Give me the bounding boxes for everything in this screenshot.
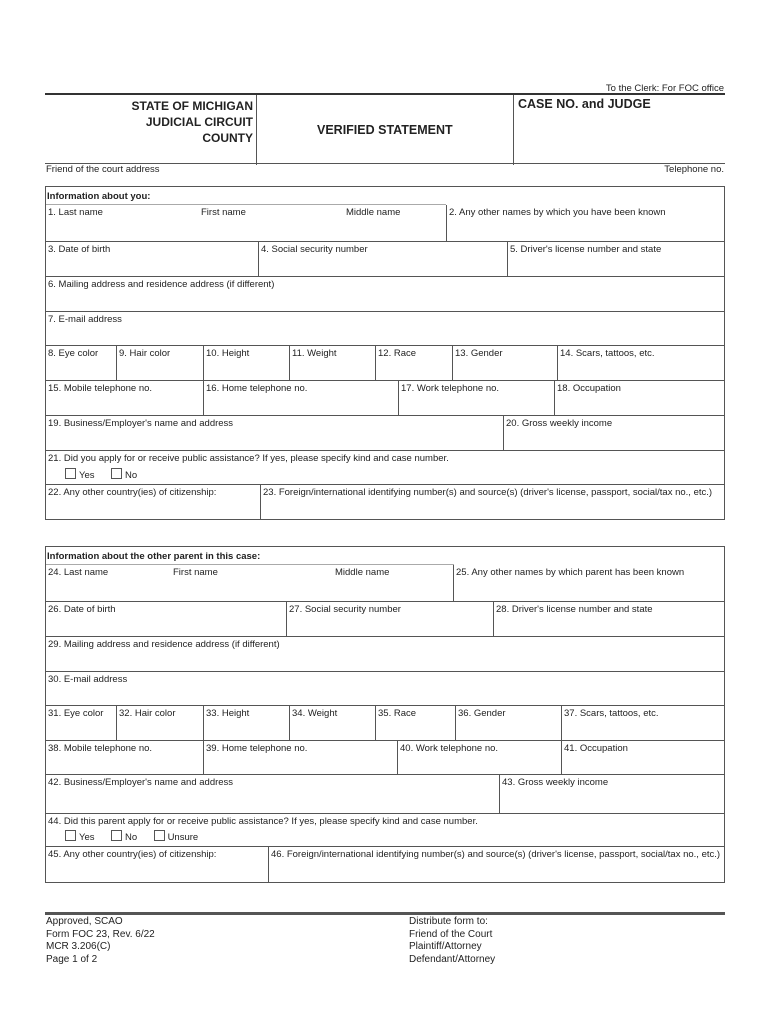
you-other-names-field[interactable]: 2. Any other names by which you have been known: [447, 205, 725, 242]
you-first-name-label: First name: [201, 207, 246, 218]
caption-box: [45, 93, 725, 164]
other-home-phone-field[interactable]: 39. Home telephone no.: [204, 741, 398, 775]
you-occupation-field[interactable]: 18. Occupation: [555, 381, 725, 416]
you-license-field[interactable]: 5. Driver's license number and state: [508, 242, 725, 277]
other-eye-color-field[interactable]: 31. Eye color: [46, 706, 117, 741]
you-assistance-options: Yes No: [65, 465, 149, 483]
you-assistance-no-checkbox[interactable]: [111, 468, 122, 479]
clerk-note: To the Clerk: For FOC office: [605, 83, 724, 94]
foc-telephone-field[interactable]: Telephone no.: [664, 164, 724, 175]
section-you: [45, 186, 725, 520]
distribute-plaintiff: Plaintiff/Attorney: [409, 941, 482, 952]
you-assistance-field[interactable]: 21. Did you apply for or receive public assistance? If yes, please specify kind and case number. Yes No: [46, 451, 725, 485]
other-mobile-phone-field[interactable]: 38. Mobile telephone no.: [46, 741, 204, 775]
other-employer-field[interactable]: 42. Business/Employer's name and address: [46, 775, 500, 814]
form-title: VERIFIED STATEMENT: [317, 123, 453, 137]
other-gender-field[interactable]: 36. Gender: [456, 706, 562, 741]
you-home-phone-field[interactable]: 16. Home telephone no.: [204, 381, 399, 416]
approved-label: Approved, SCAO: [46, 916, 123, 927]
you-assistance-yes-checkbox[interactable]: [65, 468, 76, 479]
you-employer-field[interactable]: 19. Business/Employer's name and address: [46, 416, 504, 451]
you-race-field[interactable]: 12. Race: [376, 346, 453, 381]
distribute-defendant: Defendant/Attorney: [409, 953, 496, 965]
you-income-field[interactable]: 20. Gross weekly income: [504, 416, 725, 451]
caption-divider-right: [513, 95, 514, 165]
other-dob-field[interactable]: 26. Date of birth: [46, 602, 287, 637]
other-work-phone-field[interactable]: 40. Work telephone no.: [398, 741, 562, 775]
other-assistance-yes-checkbox[interactable]: [65, 830, 76, 841]
you-mailing-address-field[interactable]: 6. Mailing address and residence address (if different): [46, 277, 725, 312]
court-caption: [131, 98, 253, 146]
you-height-field[interactable]: 10. Height: [204, 346, 290, 381]
distribute-foc: Friend of the Court: [409, 928, 493, 940]
you-ssn-field[interactable]: 4. Social security number: [259, 242, 508, 277]
you-eye-color-field[interactable]: 8. Eye color: [46, 346, 117, 381]
you-weight-field[interactable]: 11. Weight: [290, 346, 376, 381]
you-gender-field[interactable]: 13. Gender: [453, 346, 558, 381]
other-income-field[interactable]: 43. Gross weekly income: [500, 775, 725, 814]
you-middle-name-label: Middle name: [346, 207, 401, 218]
other-assistance-field[interactable]: 44. Did this parent apply for or receive public assistance? If yes, please specify kind and case number. Yes No Unsure: [46, 814, 725, 847]
you-last-name-label: 1. Last name: [48, 207, 103, 218]
other-occupation-field[interactable]: 41. Occupation: [562, 741, 725, 775]
you-foreign-id-field[interactable]: 23. Foreign/international identifying number(s) and source(s) (driver's license, passport, social/tax no., etc.): [263, 487, 713, 498]
state-name: STATE OF MICHIGAN: [131, 99, 253, 113]
you-hair-color-field[interactable]: 9. Hair color: [117, 346, 204, 381]
other-race-field[interactable]: 35. Race: [376, 706, 456, 741]
form-info: [46, 916, 155, 966]
other-assistance-unsure-checkbox[interactable]: [154, 830, 165, 841]
you-work-phone-field[interactable]: 17. Work telephone no.: [399, 381, 555, 416]
section-other-heading: Information about the other parent in this case:: [47, 551, 261, 562]
you-scars-field[interactable]: 14. Scars, tattoos, etc.: [558, 346, 725, 381]
other-ssn-field[interactable]: 27. Social security number: [287, 602, 494, 637]
other-scars-field[interactable]: 37. Scars, tattoos, etc.: [562, 706, 725, 741]
other-name-field[interactable]: 24. Last name First name Middle name: [46, 565, 454, 602]
form-number: Form FOC 23, Rev. 6/22: [46, 928, 155, 940]
other-foreign-id-field[interactable]: 46. Foreign/international identifying number(s) and source(s) (driver's license, passport, social/tax no., etc.): [271, 849, 721, 860]
distribute-label: Distribute form to:: [409, 916, 488, 927]
mcr-reference: MCR 3.206(C): [46, 941, 111, 952]
other-weight-field[interactable]: 34. Weight: [290, 706, 376, 741]
other-mailing-address-field[interactable]: 29. Mailing address and residence address (if different): [46, 637, 725, 672]
other-assistance-options: Yes No Unsure: [65, 827, 210, 845]
you-citizenship-field[interactable]: 22. Any other country(ies) of citizenship:: [46, 485, 261, 519]
foc-address-field[interactable]: Friend of the court address: [46, 164, 160, 175]
section-you-heading: Information about you:: [47, 191, 151, 202]
distribution-list: [409, 916, 495, 966]
footer-rule: [45, 912, 725, 915]
you-name-field[interactable]: [46, 205, 447, 242]
you-dob-field[interactable]: 3. Date of birth: [46, 242, 259, 277]
other-email-field[interactable]: 30. E-mail address: [46, 672, 725, 706]
caption-divider-left: [256, 95, 257, 165]
county-label[interactable]: COUNTY: [202, 131, 253, 145]
other-other-names-field[interactable]: 25. Any other names by which parent has been known: [454, 565, 725, 602]
circuit-label[interactable]: JUDICIAL CIRCUIT: [145, 115, 253, 129]
you-email-field[interactable]: 7. E-mail address: [46, 312, 725, 346]
other-license-field[interactable]: 28. Driver's license number and state: [494, 602, 725, 637]
other-hair-color-field[interactable]: 32. Hair color: [117, 706, 204, 741]
you-mobile-phone-field[interactable]: 15. Mobile telephone no.: [46, 381, 204, 416]
page-number: Page 1 of 2: [46, 953, 98, 965]
section-other-parent: [45, 546, 725, 883]
other-height-field[interactable]: 33. Height: [204, 706, 290, 741]
other-citizenship-field[interactable]: 45. Any other country(ies) of citizenship:: [46, 847, 269, 882]
case-number-judge-field[interactable]: CASE NO. and JUDGE: [518, 97, 651, 111]
other-assistance-no-checkbox[interactable]: [111, 830, 122, 841]
